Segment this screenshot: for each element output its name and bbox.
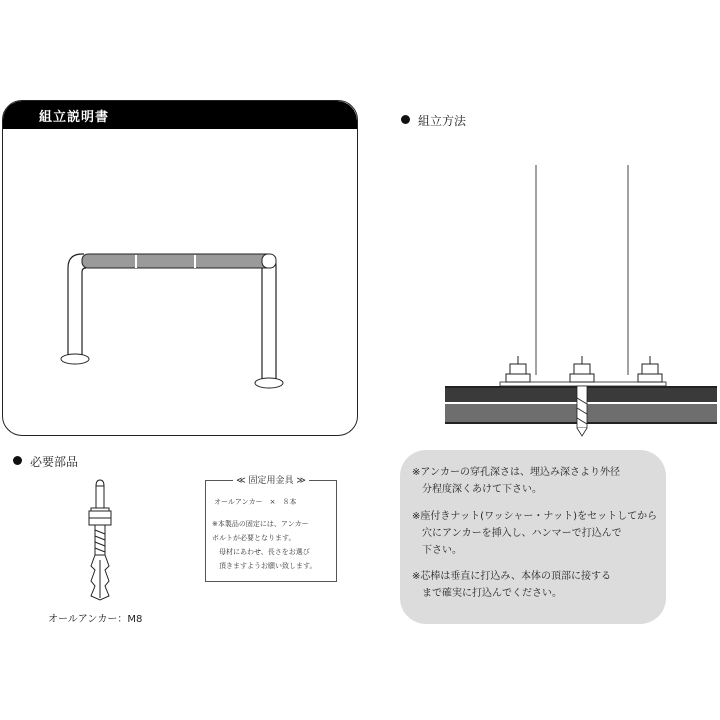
parts-heading: 必要部品 xyxy=(30,455,79,469)
assembly-bullet xyxy=(401,115,410,124)
assembly-heading: 組立方法 xyxy=(418,114,467,128)
fixing-note: ※本製品の固定には、アンカー ボルトが必要となります。 母材にあわせ、長さをお選び 頂きますようお願い致します。 xyxy=(212,520,317,570)
fixing-hardware-title-text: ≪ 固定用金具 ≫ xyxy=(233,476,309,486)
nut-center xyxy=(570,356,594,382)
note-drilling-depth: ※アンカーの穿孔深さは、埋込み深さより外径 分程度深くあけて下さい。 xyxy=(412,467,620,495)
fixing-anchor-line: オールアンカー × ８本 xyxy=(214,498,297,506)
anchor-bolt-drawing xyxy=(89,480,111,600)
note-insert-anchor: ※座付きナット(ワッシャー・ナット)をセットしてから 穴にアンカーを挿入し、ハンマーで打込んで 下さい。 xyxy=(412,511,658,556)
assembly-diagram xyxy=(445,165,717,436)
note-drive-core: ※芯棒は垂直に打込み、本体の頂部に接する まで確実に打込んでください。 xyxy=(412,571,611,599)
parts-bullet xyxy=(13,456,22,465)
nut-right xyxy=(638,356,662,382)
notes-panel xyxy=(400,450,666,624)
barrier-illustration xyxy=(61,254,283,388)
manual-title: 組立説明書 xyxy=(39,110,110,125)
fixing-hardware-box xyxy=(205,476,337,582)
fixing-hardware-title xyxy=(206,473,336,486)
embedded-anchor xyxy=(577,386,587,436)
anchor-caption: オールアンカー：M8 xyxy=(48,614,143,625)
nut-left xyxy=(506,356,530,382)
